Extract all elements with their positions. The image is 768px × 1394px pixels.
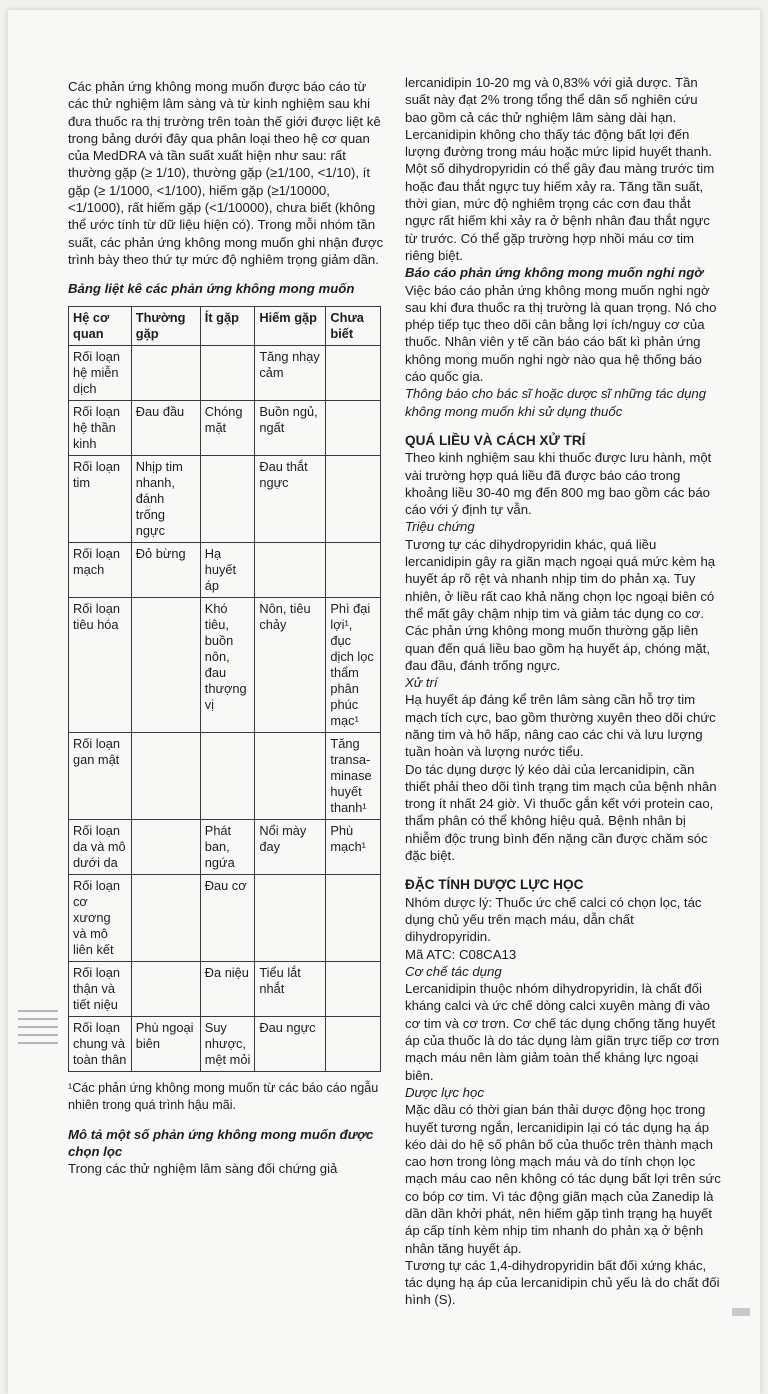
pd-text-2: Tương tự các 1,4-dihydropyridin bất đối xứng khác, tác dụng hạ áp của lercanidipin chủ yếu là do chất đối hình (S). xyxy=(405,1257,720,1308)
cell-rare xyxy=(255,732,326,819)
table-row xyxy=(69,345,381,400)
treatment-text-2: Do tác dụng dược lý kéo dài của lercanidipin, cần thiết phải theo dõi tình trạng tim mạch của bệnh nhân trong ít nhất 24 giờ. Vì thuốc gắn kết với protein cao, thẩm phân có thể không hiệu quả. Bệnh nhân bị nhiễm độc trung bình đến nặng cần được chăm sóc đặc biệt. xyxy=(405,761,717,864)
treatment-text: Hạ huyết áp đáng kể trên lâm sàng cần hỗ trợ tim mạch tích cực, bao gồm thường xuyên theo dõi chức năng tim và hô hấp, nâng cao các chi và lưu lượng tuần hoàn và lượng nước tiểu. xyxy=(405,692,716,760)
cell-common xyxy=(131,819,200,874)
cell-common xyxy=(131,874,200,961)
table-row xyxy=(69,455,381,542)
cell-uncommon: Đa niệu xyxy=(200,961,255,1016)
cell-unknown xyxy=(326,961,381,1016)
cell-unknown xyxy=(326,874,381,961)
cell-organ: Rối loạn tim xyxy=(69,455,132,542)
cell-rare: Nổi mày đay xyxy=(255,819,326,874)
cell-organ: Rối loạn thận và tiết niệu xyxy=(69,961,132,1016)
cell-uncommon: Khó tiêu, buồn nôn, đau thượng vị xyxy=(200,597,255,732)
symptoms-text: Tương tự các dihydropyridin khác, quá liều lercanidipin gây ra giãn mạch ngoại quá mức kèm hạ huyết áp rõ rệt và nhanh nhịp tim do phản xạ. Tuy nhiên, ở liều rất cao khả năng chọn lọc ngoại biên có thể mất gây chậm nhịp tim và giảm tác dụng co cơ. Các phản ứng không mong muốn thường gặp liên quan đến quá liều bao gồm hạ huyết áp, chóng mặt, đau đầu, đánh trống ngực. xyxy=(405,536,716,673)
pharmacodynamics-title: ĐẶC TÍNH DƯỢC LỰC HỌC xyxy=(405,877,584,893)
cell-organ: Rối loạn hệ miễn dịch xyxy=(69,345,132,400)
cell-common: Đau đầu xyxy=(131,400,200,455)
table-header-row xyxy=(69,306,381,345)
cell-organ: Rối loạn hệ thần kinh xyxy=(69,400,132,455)
cell-common xyxy=(131,961,200,1016)
table-row xyxy=(69,732,381,819)
report-title: Báo cáo phản ứng không mong muốn nghi ngờ xyxy=(405,265,704,281)
table-row xyxy=(69,542,381,597)
cell-common xyxy=(131,732,200,819)
cell-unknown: Phù mạch¹ xyxy=(326,819,381,874)
pd-label: Dược lực học xyxy=(405,1084,484,1100)
table-row xyxy=(69,961,381,1016)
print-registration-marks xyxy=(18,1010,58,1050)
cell-uncommon: Đau cơ xyxy=(200,874,255,961)
header-organ-system: Hệ cơ quan xyxy=(69,306,132,345)
cell-unknown xyxy=(326,455,381,542)
cell-rare xyxy=(255,874,326,961)
cell-uncommon xyxy=(200,732,255,819)
adverse-reactions-table xyxy=(68,306,381,1072)
cell-common xyxy=(131,597,200,732)
cell-unknown xyxy=(326,1016,381,1071)
cell-rare: Buồn ngủ, ngất xyxy=(255,400,326,455)
cell-uncommon xyxy=(200,455,255,542)
treatment-label: Xử trí xyxy=(405,675,438,691)
edge-mark xyxy=(732,1308,750,1316)
right-column xyxy=(405,74,723,1309)
cell-unknown xyxy=(326,345,381,400)
mechanism-text: Lercanidipin thuộc nhóm dihydropyridin, là chất đối kháng calci và ức chế dòng calci xuyên màng đi vào cơ tim và cơ trơn. Cơ chế tác dụng chống tăng huyết áp của thuốc là do tác dụng làm giãn trực tiếp cơ trơn mạch máu nên làm giảm toàn thể kháng lực ngoại biên. xyxy=(405,981,720,1083)
table-row xyxy=(69,597,381,732)
cell-unknown xyxy=(326,542,381,597)
cell-organ: Rối loạn chung và toàn thân xyxy=(69,1016,132,1071)
table-row xyxy=(69,1016,381,1071)
section-text-selected-reactions: Trong các thử nghiệm lâm sàng đối chứng giả xyxy=(68,1161,338,1177)
cell-organ: Rối loạn tiêu hóa xyxy=(69,597,132,732)
cell-organ: Rối loạn da và mô dưới da xyxy=(69,819,132,874)
cell-uncommon: Phát ban, ngứa xyxy=(200,819,255,874)
header-rare: Hiếm gặp xyxy=(255,306,326,345)
cell-rare: Đau ngực xyxy=(255,1016,326,1071)
symptoms-label: Triệu chứng xyxy=(405,519,475,535)
cell-organ: Rối loạn cơ xương và mô liên kết xyxy=(69,874,132,961)
cell-rare: Đau thắt ngực xyxy=(255,455,326,542)
table-row xyxy=(69,819,381,874)
paragraph-angina: Một số dihydropyridin có thể gây đau màng trước tim hoặc đau thắt ngực tuy hiếm xảy ra. Tăng tần suất, thời gian, mức độ nghiêm trọng các cơn đau thắt ngực rất hiếm khi xảy ra ở bệnh nhân đau thắt ngực từ trước. Có thể gặp trường hợp nhồi máu cơ tim riêng biệt. xyxy=(405,161,715,263)
section-title-selected-reactions: Mô tả một số phản ứng không mong muốn được chọn lọc xyxy=(68,1126,374,1159)
report-note: Thông báo cho bác sĩ hoặc dược sĩ những tác dụng không mong muốn khi sử dụng thuốc xyxy=(405,386,707,419)
cell-common xyxy=(131,345,200,400)
cell-organ: Rối loạn gan mật xyxy=(69,732,132,819)
paragraph-frequency: lercanidipin 10-20 mg và 0,83% với giả dược. Tần suất này đạt 2% trong tổng thể dân số nghiên cứu bao gồm cả các thử nghiệm lâm sàng dài hạn. xyxy=(405,75,698,125)
table-title: Bảng liệt kê các phản ứng không mong muốn xyxy=(68,281,355,297)
cell-uncommon: Hạ huyết áp xyxy=(200,542,255,597)
header-uncommon: Ít gặp xyxy=(200,306,255,345)
table-footnote: ¹Các phản ứng không mong muốn từ các báo cáo ngẫu nhiên trong quá trình hậu mãi. xyxy=(68,1080,379,1112)
cell-rare: Tăng nhạy cảm xyxy=(255,345,326,400)
cell-rare: Tiểu lắt nhắt xyxy=(255,961,326,1016)
cell-uncommon xyxy=(200,345,255,400)
cell-unknown: Tăng transa- minase huyết thanh¹ xyxy=(326,732,381,819)
report-text: Việc báo cáo phản ứng không mong muốn nghi ngờ sau khi đưa thuốc ra thị trường là quan trọng. Nó cho phép tiếp tục theo dõi cân bằng lợi ích/nguy cơ của thuốc. Nhân viên y tế cần báo cáo bất kì phản ứng không mong muốn nghi ngờ nào qua hệ thống báo cáo quốc gia. xyxy=(405,282,717,385)
atc-code: Mã ATC: C08CA13 xyxy=(405,946,517,962)
cell-rare: Nôn, tiêu chảy xyxy=(255,597,326,732)
cell-organ: Rối loạn mạch xyxy=(69,542,132,597)
left-column xyxy=(68,78,386,1177)
document-page xyxy=(8,10,760,1394)
cell-unknown: Phì đại lợi¹, đục dịch lọc thẩm phân phúc mạc¹ xyxy=(326,597,381,732)
mechanism-label: Cơ chế tác dụng xyxy=(405,963,502,979)
cell-rare xyxy=(255,542,326,597)
table-row xyxy=(69,400,381,455)
cell-uncommon: Chóng mặt xyxy=(200,400,255,455)
cell-unknown xyxy=(326,400,381,455)
intro-paragraph: Các phản ứng không mong muốn được báo cáo từ các thử nghiệm lâm sàng và từ kinh nghiệm sau khi đưa thuốc ra thị trường trên toàn thế giới được liệt kê trong bảng dưới đây qua phân loại theo hệ cơ quan của MedDRA và tần suất xuất hiện như sau: rất thường gặp (≥ 1/10), thường gặp (≥1/100, <1/10), ít gặp (≥ 1/1000, <1/100), hiếm gặp (≥1/10000, <1/1000), rất hiếm gặp (<1/10000), chưa biết (không thể ước tính từ dữ liệu hiện có). Trong mỗi nhóm tần suất, các phản ứng không mong muốn ghi nhận được trình bày theo thứ tự mức độ nghiêm trọng giảm dần. xyxy=(68,79,384,267)
paragraph-glucose-lipid: Lercanidipin không cho thấy tác động bất lợi đến lượng đường trong máu hoặc mức lipid huyết thanh. xyxy=(405,126,712,160)
header-common: Thường gặp xyxy=(131,306,200,345)
cell-common: Nhịp tim nhanh, đánh trống ngực xyxy=(131,455,200,542)
overdose-text: Theo kinh nghiệm sau khi thuốc được lưu hành, một vài trường hợp quá liều đã được báo cáo trong khoảng liều 30-40 mg đến 800 mg bao gồm các báo cáo với ý định tự vẫn. xyxy=(405,450,712,518)
overdose-title: QUÁ LIỀU VÀ CÁCH XỬ TRÍ xyxy=(405,432,586,448)
cell-uncommon: Suy nhược, mệt mỏi xyxy=(200,1016,255,1071)
header-unknown: Chưa biết xyxy=(326,306,381,345)
table-row xyxy=(69,874,381,961)
pd-text: Mặc dầu có thời gian bán thải dược động học trong huyết tương ngắn, lercanidipin lại có tác dụng hạ áp kéo dài do hệ số phân bố của thuốc trên thành mạch cao hơn trong lòng mạch máu và do tính chọn lọc mạch máu cao nên không có tác dụng bất lợi trên sức co bóp cơ tim. Vì tác động giãn mạch của Zanedip là dần dần khởi phát, nên hiếm gặp tình trạng hạ huyết áp cấp tính kèm nhịp tim nhanh do phản xạ ở bệnh nhân tăng huyết áp. xyxy=(405,1102,721,1256)
pharmacological-group: Nhóm dược lý: Thuốc ức chế calci có chọn lọc, tác dụng chủ yếu trên mạch máu, dẫn chất dihydropyridin. xyxy=(405,894,702,945)
cell-common: Phù ngoại biên xyxy=(131,1016,200,1071)
cell-common: Đỏ bừng xyxy=(131,542,200,597)
